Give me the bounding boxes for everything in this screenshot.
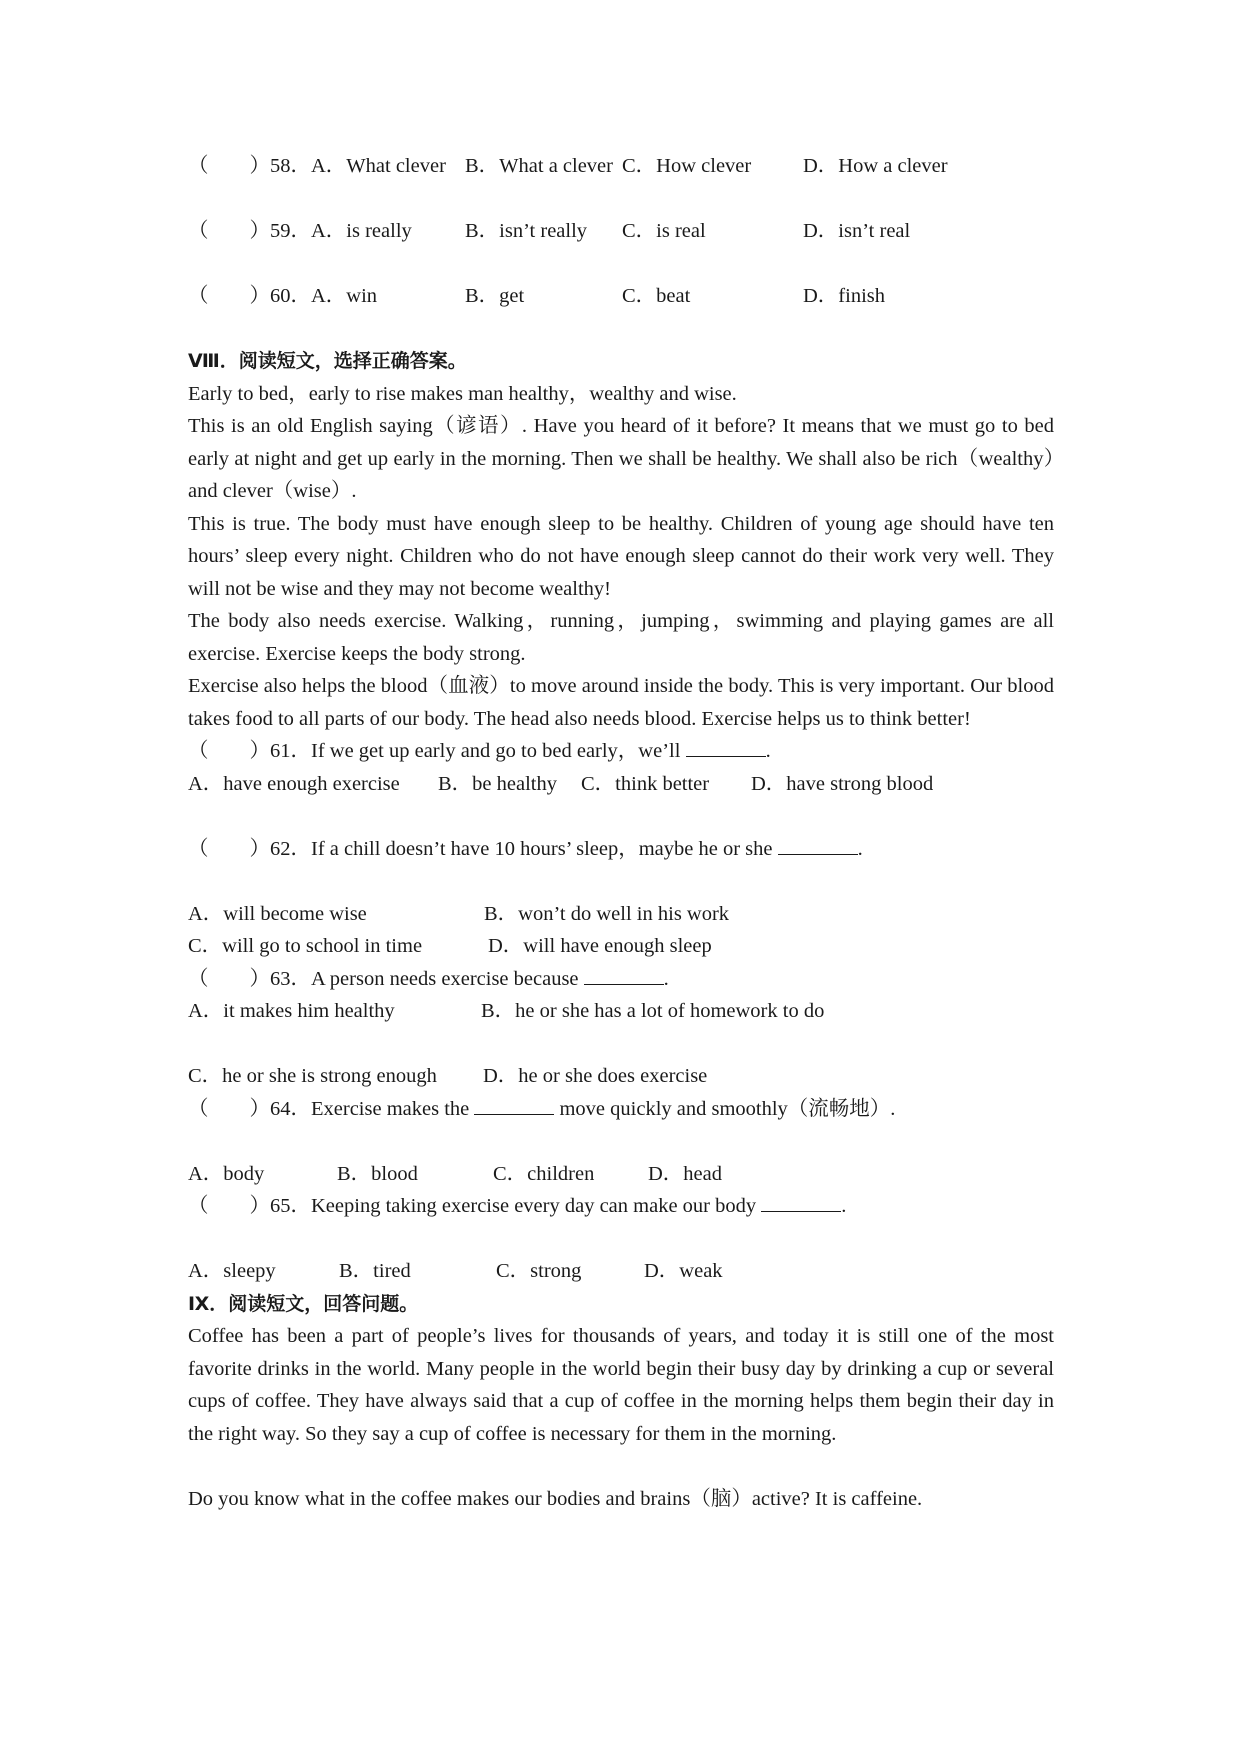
question-58-stem: （ ）58．A．What clever xyxy=(188,155,446,177)
answer-blank xyxy=(584,964,664,985)
question-65-options xyxy=(188,1255,1054,1288)
question-60 xyxy=(188,280,1054,313)
answer-blank xyxy=(474,1094,554,1115)
passage-8-para-4: Exercise also helps the blood（血液）to move around inside the body. This is very important. Our blood takes food to all parts of our body. The head also needs blood. Exercise helps us to think better! xyxy=(188,675,1054,730)
passage-8-para-1: This is an old English saying（谚语）. Have you heard of it before? It means that we must go to bed early at night and get up early in the morning. Then we shall be healthy. We shall also be rich（wealthy）and clever（wise）. xyxy=(188,415,1054,502)
option-d: D．How a clever xyxy=(803,155,948,177)
answer-blank xyxy=(686,736,766,757)
option-b: B．be healthy xyxy=(438,772,557,795)
option-b: B．isn’t really xyxy=(465,220,588,242)
option-c: C．strong xyxy=(496,1260,582,1282)
section-9-heading: Ⅸ．阅读短文，回答问题。 xyxy=(188,1292,419,1315)
question-62-options-ab xyxy=(188,898,1054,931)
option-c: C．How clever xyxy=(622,155,752,177)
question-63-stem: （ ）63．A person needs exercise because . xyxy=(188,963,1054,996)
section-8-heading: Ⅷ．阅读短文，选择正确答案。 xyxy=(188,350,467,372)
passage-9-para-1: Coffee has been a part of people’s lives for thousands of years, and today it is still one of the most favorite drinks in the world. Many people in the world begin their busy day by drinking a cup or several cups of coffee. They have always said that a cup of coffee in the morning helps them begin their day in the right way. So they say a cup of coffee is necessary for them in the morning. xyxy=(188,1325,1054,1445)
option-d: D．isn’t real xyxy=(803,220,911,242)
question-62-options-cd xyxy=(188,930,1054,963)
option-c: C．beat xyxy=(622,285,691,307)
option-c: C．will go to school in time xyxy=(188,935,423,957)
question-63-options-cd xyxy=(188,1060,1054,1093)
passage-9-para-2: Do you know what in the coffee makes our bodies and brains（脑）active? It is caffeine. xyxy=(188,1487,923,1510)
question-64-stem: （ ）64．Exercise makes the move quickly and smoothly（流畅地）. xyxy=(188,1093,1054,1126)
question-60-stem: （ ）60．A．win xyxy=(188,285,378,307)
option-a: A．will become wise xyxy=(188,902,367,925)
option-b: B．What a clever xyxy=(465,155,613,177)
option-b: B．tired xyxy=(339,1260,411,1282)
question-61-stem: （ ）61．If we get up early and go to bed early，we’ll . xyxy=(188,735,1054,768)
question-61-options xyxy=(188,768,1054,801)
question-59 xyxy=(188,215,1054,248)
option-d: D．weak xyxy=(644,1260,723,1282)
option-d: D．will have enough sleep xyxy=(488,935,712,957)
answer-blank xyxy=(778,834,858,855)
option-c: C．children xyxy=(493,1162,595,1185)
passage-8-line-1: Early to bed，early to rise makes man healthy，wealthy and wise. xyxy=(188,382,737,405)
option-c: C．is real xyxy=(622,220,706,242)
question-64-options xyxy=(188,1158,1054,1191)
document-content xyxy=(188,150,1054,1515)
option-a: A．sleepy xyxy=(188,1260,276,1282)
question-63-options-ab xyxy=(188,995,1054,1028)
question-65-stem: （ ）65．Keeping taking exercise every day can make our body . xyxy=(188,1190,1054,1223)
passage-8-para-2: This is true. The body must have enough sleep to be healthy. Children of young age should have ten hours’ sleep every night. Children who do not have enough sleep cannot do their work very well. They will not be wise and they may not become wealthy! xyxy=(188,512,1054,600)
option-d: D．he or she does exercise xyxy=(483,1065,708,1087)
answer-blank xyxy=(761,1191,841,1212)
option-b: B．he or she has a lot of homework to do xyxy=(481,1000,825,1022)
option-a: A．it makes him healthy xyxy=(188,1000,395,1022)
option-d: D．have strong blood xyxy=(751,772,934,795)
option-a: A．body xyxy=(188,1162,265,1185)
option-c: C．think better xyxy=(581,772,710,795)
option-d: D．head xyxy=(648,1162,723,1185)
option-a: A．have enough exercise xyxy=(188,772,400,795)
option-b: B．blood xyxy=(337,1162,418,1185)
option-d: D．finish xyxy=(803,285,885,307)
question-58 xyxy=(188,150,1054,183)
question-62-stem: （ ）62．If a chill doesn’t have 10 hours’ sleep，maybe he or she . xyxy=(188,833,1054,866)
passage-8-para-3: The body also needs exercise. Walking，running，jumping，swimming and playing games are all exercise. Exercise keeps the body strong. xyxy=(188,610,1054,665)
question-59-stem: （ ）59．A．is really xyxy=(188,220,412,242)
option-b: B．get xyxy=(465,285,525,307)
option-b: B．won’t do well in his work xyxy=(484,902,730,925)
option-c: C．he or she is strong enough xyxy=(188,1065,437,1087)
